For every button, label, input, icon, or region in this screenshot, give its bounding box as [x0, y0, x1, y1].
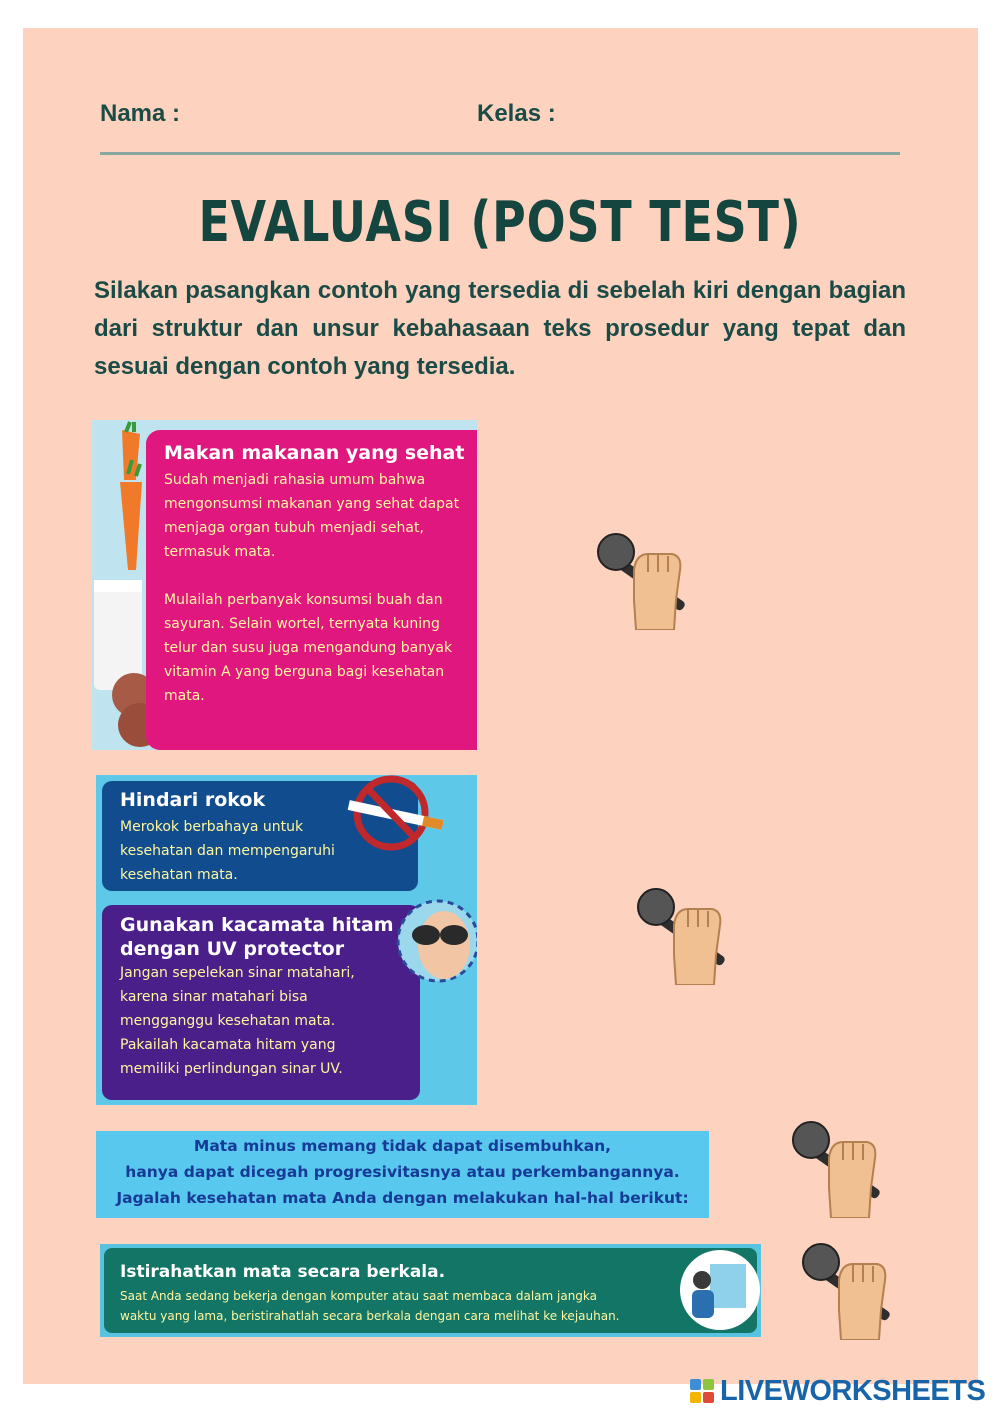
instruction-text: Silakan pasangkan contoh yang tersedia di sebelah kiri dengan bagian dari struktur dan unsur kebahasaan teks prosedur yang tepat dan sesuai dengan contoh yang tersedia. — [94, 277, 906, 380]
name-label: Nama : — [100, 100, 181, 127]
microphone-icon[interactable] — [783, 1118, 903, 1218]
card-paragraph-smoking: Merokok berbahaya untuk kesehatan dan mempengaruhi kesehatan mata. — [120, 819, 335, 883]
microphone-icon[interactable] — [588, 530, 708, 630]
card-heading: Makan makanan yang sehat — [164, 442, 465, 464]
card-heading: Istirahatkan mata secara berkala. — [120, 1262, 446, 1282]
sunglasses-face-icon — [396, 893, 477, 988]
intro-line-3: Jagalah kesehatan mata Anda dengan melakukan hal-hal berikut: — [116, 1189, 689, 1207]
class-label: Kelas : — [477, 100, 556, 127]
card-paragraph-2: Mulailah perbanyak konsumsi buah dan sayuran. Selain wortel, ternyata kuning telur dan susu juga mengandung banyak vitamin A yang berguna bagi kesehatan mata. — [164, 592, 453, 704]
logo-square — [690, 1392, 701, 1403]
card-paragraph-1: Sudah menjadi rahasia umum bahwa mengonsumsi makanan yang sehat dapat menjaga organ tubuh menjadi sehat, termasuk mata. — [164, 472, 460, 560]
logo-square — [690, 1379, 701, 1390]
intro-line-1: Mata minus memang tidak dapat disembuhkan, — [193, 1137, 612, 1155]
card-heading-smoking: Hindari rokok — [120, 789, 266, 811]
intro-line-2: hanya dapat dicegah progresivitasnya atau perkembangannya. — [125, 1163, 680, 1181]
logo-squares — [690, 1379, 714, 1403]
microphone-icon[interactable] — [793, 1240, 913, 1340]
liveworksheets-logo — [690, 1374, 985, 1408]
card-paragraph: Saat Anda sedang bekerja dengan komputer atau saat membaca dalam jangka waktu yang lama, beristirahatlah secara berkala dengan cara melihat ke kejauhan. — [120, 1289, 620, 1323]
card-paragraph-sunglasses: Jangan sepelekan sinar matahari, karena sinar matahari bisa mengganggu kesehatan mata. Pakailah kacamata hitam yang memiliki perlindungan sinar UV. — [120, 965, 355, 1077]
card-heading-sunglasses: Gunakan kacamata hitam dengan UV protector — [120, 914, 394, 960]
microphone-icon[interactable] — [628, 885, 748, 985]
logo-square — [703, 1379, 714, 1390]
card-healthy-food[interactable] — [92, 420, 477, 750]
card-intro[interactable] — [96, 1131, 709, 1218]
brand-name: LIVEWORKSHEETS — [720, 1374, 986, 1407]
logo-square — [703, 1392, 714, 1403]
page-title: EVALUASI (POST TEST) — [198, 190, 802, 255]
card-rest-eyes[interactable] — [100, 1244, 761, 1337]
card-smoking-sunglasses[interactable] — [96, 775, 477, 1105]
header-divider — [100, 152, 900, 155]
